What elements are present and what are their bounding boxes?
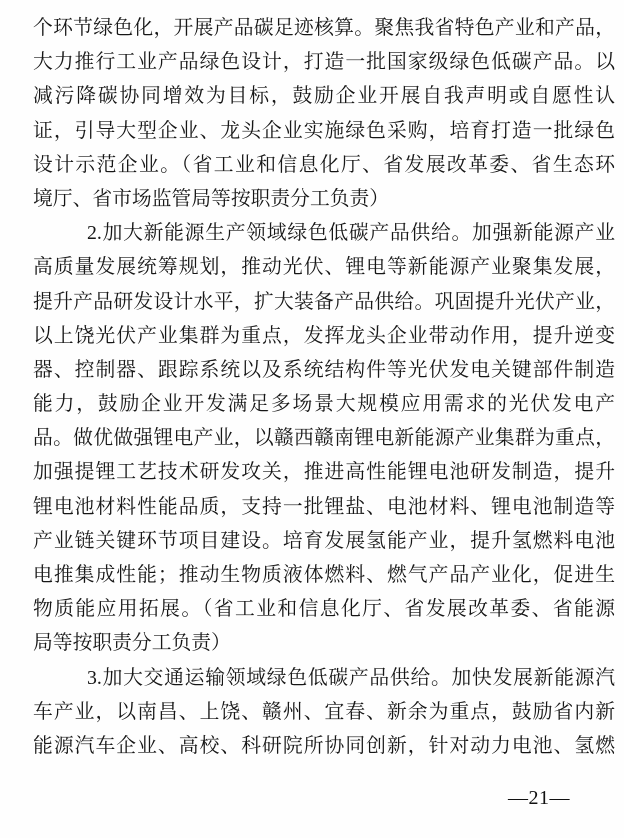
text-line: 物质能应用拓展。（省工业和信息化厅、省发展改革委、省能源 xyxy=(33,598,615,621)
text-line: 设计示范企业。（省工业和信息化厅、省发展改革委、省生态环 xyxy=(33,153,615,176)
text-line: 提升产品研发设计水平，扩大装备产品供给。巩固提升光伏产业， xyxy=(33,290,615,313)
text-line: 产业链关键环节项目建设。培育发展氢能产业，提升氢燃料电池 xyxy=(33,529,615,552)
text-line: 3.加大交通运输领域绿色低碳产品供给。加快发展新能源汽 xyxy=(87,666,615,689)
text-line: 锂电池材料性能品质，支持一批锂盐、电池材料、锂电池制造等 xyxy=(33,495,615,518)
text-line: 车产业，以南昌、上饶、赣州、宜春、新余为重点，鼓励省内新 xyxy=(33,700,615,723)
text-line: 能源汽车企业、高校、科研院所协同创新，针对动力电池、氢燃 xyxy=(33,734,615,757)
text-line: 以上饶光伏产业集群为重点，发挥龙头企业带动作用，提升逆变 xyxy=(33,324,615,347)
text-line: 能力，鼓励企业开发满足多场景大规模应用需求的光伏发电产 xyxy=(33,393,615,416)
text-line: 2.加大新能源生产领域绿色低碳产品供给。加强新能源产业 xyxy=(87,222,615,245)
text-line: 电推集成性能；推动生物质液体燃料、燃气产品产业化，促进生 xyxy=(33,564,615,586)
document-body xyxy=(33,11,615,763)
text-line: 境厅、省市场监管局等按职责分工负责） xyxy=(33,187,390,210)
text-line: 高质量发展统筹规划，推动光伏、锂电等新能源产业聚集发展， xyxy=(33,256,615,279)
text-line: 品。做优做强锂电产业，以赣西赣南锂电新能源产业集群为重点， xyxy=(33,427,615,450)
text-line: 证，引导大型企业、龙头企业实施绿色采购，培育打造一批绿色 xyxy=(33,119,615,142)
text-line: 局等按职责分工负责） xyxy=(33,632,231,655)
text-line: 大力推行工业产品绿色设计，打造一批国家级绿色低碳产品。以 xyxy=(33,51,615,74)
text-line: 加强提锂工艺技术研发攻关，推进高性能锂电池研发制造，提升 xyxy=(33,461,615,484)
text-line: 减污降碳协同增效为目标，鼓励企业开展自我声明或自愿性认 xyxy=(33,85,615,108)
text-line: 器、控制器、跟踪系统以及系统结构件等光伏发电关键部件制造 xyxy=(33,358,615,381)
text-line: 个环节绿色化，开展产品碳足迹核算。聚焦我省特色产业和产品， xyxy=(33,17,615,39)
page-number: —21— xyxy=(508,787,570,809)
